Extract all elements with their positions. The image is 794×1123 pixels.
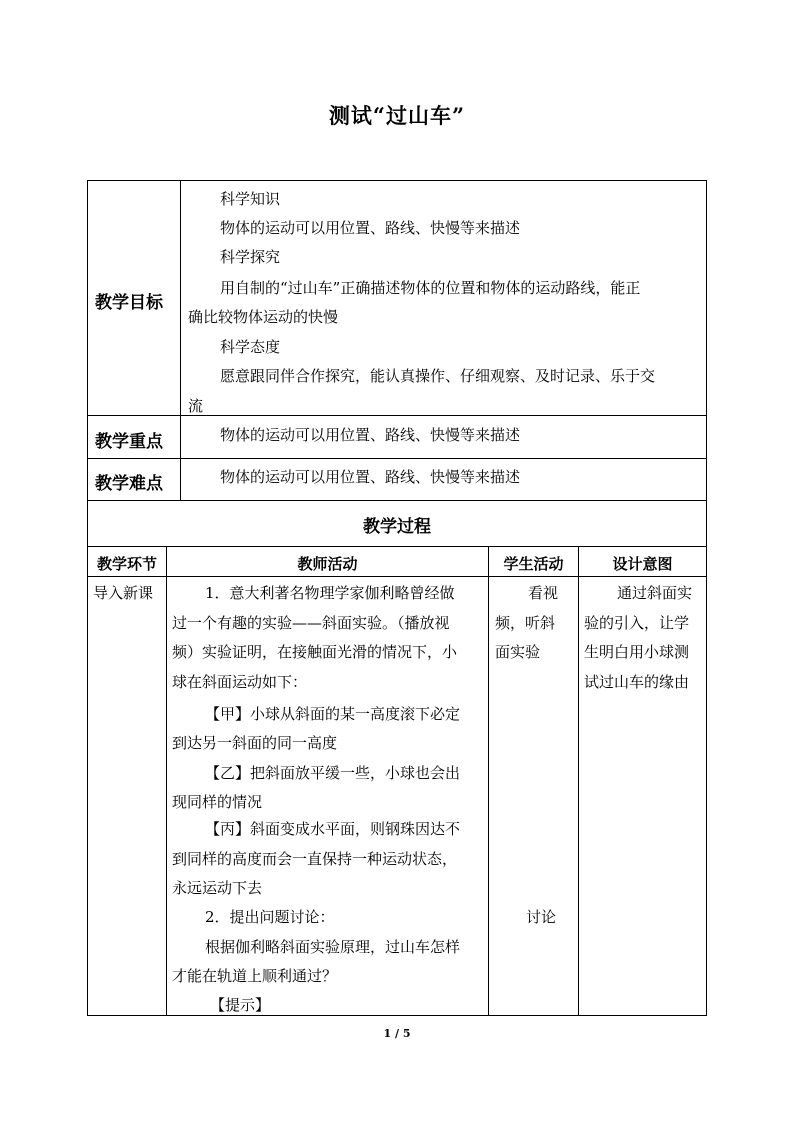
- teacher-line: 永远运动下去: [172, 879, 263, 897]
- student-line: 频，听斜: [495, 614, 556, 632]
- teacher-line: 【提示】: [210, 996, 271, 1014]
- teacher-line: 到同样的高度而会一直保持一种运动状态，: [172, 850, 458, 868]
- objective-line: 确比较物体运动的快慢: [188, 308, 339, 326]
- teacher-line: 根据伽利略斜面实验原理，过山车怎样: [205, 938, 461, 956]
- key-point-text: 物体的运动可以用位置、路线、快慢等来描述: [220, 426, 521, 444]
- column-header-intent: 设计意图: [612, 555, 673, 573]
- teacher-line: 频）实验证明，在接触面光滑的情况下，小: [172, 643, 458, 661]
- student-line: 讨论: [526, 908, 557, 926]
- objective-line: 科学探究: [220, 248, 281, 266]
- teacher-line: 过一个有趣的实验——斜面实验。（播放视: [172, 614, 450, 632]
- page-title: 测试“过山车”: [328, 103, 466, 128]
- teacher-line: 到达另一斜面的同一高度: [172, 734, 338, 752]
- teacher-line: 1．意大利著名物理学家伽利略曾经做: [205, 584, 455, 602]
- intent-line: 试过山车的缘由: [584, 673, 690, 691]
- objectives-label: 教学目标: [95, 293, 163, 313]
- teacher-line: 【甲】小球从斜面的某一高度滚下必定: [205, 705, 461, 723]
- teacher-line: 才能在轨道上顺利通过？: [172, 967, 338, 985]
- page-number: 1 / 5: [383, 1027, 411, 1040]
- difficulty-text: 物体的运动可以用位置、路线、快慢等来描述: [220, 468, 521, 486]
- objective-line: 物体的运动可以用位置、路线、快慢等来描述: [220, 219, 521, 237]
- objective-line: 科学知识: [220, 190, 281, 208]
- column-header-stage: 教学环节: [96, 555, 157, 573]
- intent-line: 验的引入，让学: [584, 614, 690, 632]
- intent-line: 通过斜面实: [617, 584, 693, 602]
- teacher-line: 2．提出问题讨论：: [205, 908, 335, 926]
- teacher-line: 【乙】把斜面放平缓一些，小球也会出: [205, 764, 461, 782]
- objective-line: 愿意跟同伴合作探究，能认真操作、仔细观察、及时记录、乐于交: [220, 367, 656, 385]
- intent-line: 生明白用小球测: [584, 643, 690, 661]
- difficulty-label: 教学难点: [95, 474, 163, 494]
- column-header-student: 学生活动: [503, 555, 564, 573]
- student-line: 看视: [528, 584, 559, 602]
- process-title: 教学过程: [363, 517, 431, 537]
- key-point-label: 教学重点: [95, 432, 163, 452]
- teacher-line: 【丙】斜面变成水平面，则钢珠因达不: [205, 820, 461, 838]
- column-header-teacher: 教师活动: [297, 555, 358, 573]
- objective-line: 用自制的“过山车”正确描述物体的位置和物体的运动路线，能正: [220, 279, 641, 297]
- teacher-line: 球在斜面运动如下：: [172, 673, 308, 691]
- stage-cell: 导入新课: [93, 584, 154, 602]
- teacher-line: 现同样的情况: [172, 793, 263, 811]
- objective-line: 流: [188, 397, 204, 415]
- objective-line: 科学态度: [220, 338, 281, 356]
- student-line: 面实验: [495, 643, 541, 661]
